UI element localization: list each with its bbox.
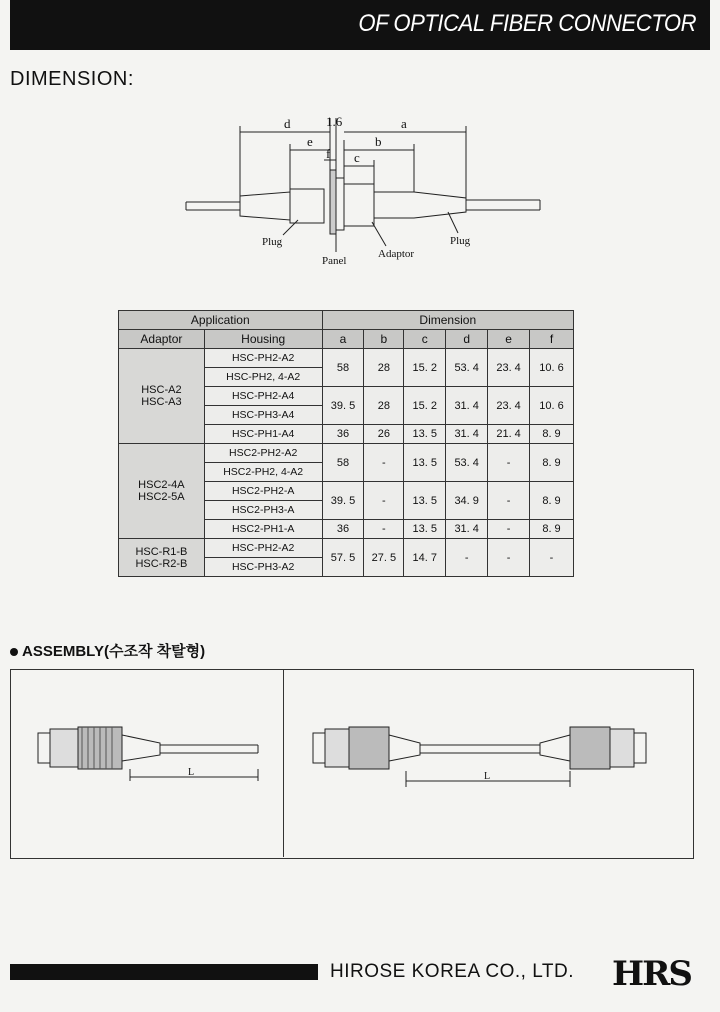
col-e: e [488,330,530,349]
value-cell: 58 [322,444,364,482]
housing-cell: HSC-PH2, 4-A2 [204,368,322,387]
value-cell: 23. 4 [488,349,530,387]
dim-label-a: a [401,116,407,131]
value-cell: 53. 4 [446,349,488,387]
label-adaptor: Adaptor [378,248,415,260]
value-cell: - [364,520,404,539]
adaptor-name: HSC2-5A [138,491,185,503]
length-label-left: L [188,767,195,778]
housing-cell: HSC2-PH2-A2 [204,444,322,463]
value-cell: - [530,539,574,577]
housing-cell: HSC2-PH3-A [204,501,322,520]
dim-label-f: f [326,146,331,161]
value-cell: 36 [322,425,364,444]
col-c: c [404,330,446,349]
value-cell: 31. 4 [446,425,488,444]
col-b: b [364,330,404,349]
hrs-logo: HRS [612,954,691,994]
value-cell: - [446,539,488,577]
value-cell: 53. 4 [446,444,488,482]
value-cell: 31. 4 [446,520,488,539]
housing-cell: HSC-PH2-A2 [204,539,322,558]
value-cell: 8. 9 [530,425,574,444]
value-cell: 14. 7 [404,539,446,577]
label-panel: Panel [322,255,347,267]
value-cell: - [488,520,530,539]
value-cell: 39. 5 [322,482,364,520]
col-d: d [446,330,488,349]
value-cell: 10. 6 [530,387,574,425]
housing-cell: HSC-PH3-A4 [204,406,322,425]
value-cell: 21. 4 [488,425,530,444]
col-f: f [530,330,574,349]
label-plug-right: Plug [450,235,471,247]
value-cell: 58 [322,349,364,387]
value-cell: 8. 9 [530,444,574,482]
value-cell: 8. 9 [530,482,574,520]
header-dimension: Dimension [322,311,573,330]
value-cell: 8. 9 [530,520,574,539]
value-cell: 36 [322,520,364,539]
dim-label-d: d [284,116,291,131]
assembly-heading [10,640,205,661]
housing-cell: HSC-PH3-A2 [204,558,322,577]
adaptor-cell [119,349,205,444]
col-a: a [322,330,364,349]
dim-label-1-6: 1.6 [326,114,343,129]
value-cell: - [364,444,404,482]
housing-cell: HSC-PH2-A2 [204,349,322,368]
value-cell: 39. 5 [322,387,364,425]
label-plug-left: Plug [262,236,283,248]
value-cell: - [488,482,530,520]
connector-diagram [0,0,720,300]
value-cell: - [488,539,530,577]
value-cell: 26 [364,425,404,444]
dim-label-b: b [375,134,382,149]
value-cell: 13. 5 [404,520,446,539]
dimension-heading: DIMENSION: [10,68,134,90]
dim-label-e: e [307,134,313,149]
housing-cell: HSC-PH2-A4 [204,387,322,406]
company-name: HIROSE KOREA CO., LTD. [330,961,574,982]
value-cell: 10. 6 [530,349,574,387]
header-application: Application [119,311,323,330]
value-cell: - [488,444,530,482]
header-housing: Housing [204,330,322,349]
value-cell: 31. 4 [446,387,488,425]
dimension-table-wrap [118,310,574,576]
housing-cell: HSC-PH1-A4 [204,425,322,444]
assembly-drawing [0,669,720,859]
page-title: OF OPTICAL FIBER CONNECTOR [358,10,696,37]
value-cell: 28 [364,387,404,425]
value-cell: 27. 5 [364,539,404,577]
value-cell: 13. 5 [404,444,446,482]
bullet-icon [10,648,18,656]
housing-cell: HSC2-PH2, 4-A2 [204,463,322,482]
value-cell: - [364,482,404,520]
value-cell: 23. 4 [488,387,530,425]
value-cell: 13. 5 [404,482,446,520]
value-cell: 57. 5 [322,539,364,577]
dimension-table [118,310,574,577]
value-cell: 28 [364,349,404,387]
adaptor-name: HSC-A2 [141,384,182,396]
adaptor-name: HSC-R1-B [135,545,188,558]
length-label-right: L [484,771,491,782]
value-cell: 15. 2 [404,387,446,425]
value-cell: 13. 5 [404,425,446,444]
housing-cell: HSC2-PH1-A [204,520,322,539]
adaptor-cell [119,539,205,577]
adaptor-name: HSC2-4A [138,479,185,491]
adaptor-name: HSC-R2-B [135,557,188,570]
adaptor-cell [119,444,205,539]
footer-bar [10,964,318,980]
header-adaptor-label: Adaptor [119,330,205,349]
assembly-title: ASSEMBLY(수조작 착탈형) [22,643,206,660]
housing-cell: HSC2-PH2-A [204,482,322,501]
value-cell: 15. 2 [404,349,446,387]
adaptor-name: HSC-A3 [141,396,182,408]
value-cell: 34. 9 [446,482,488,520]
dim-label-c: c [354,150,360,165]
